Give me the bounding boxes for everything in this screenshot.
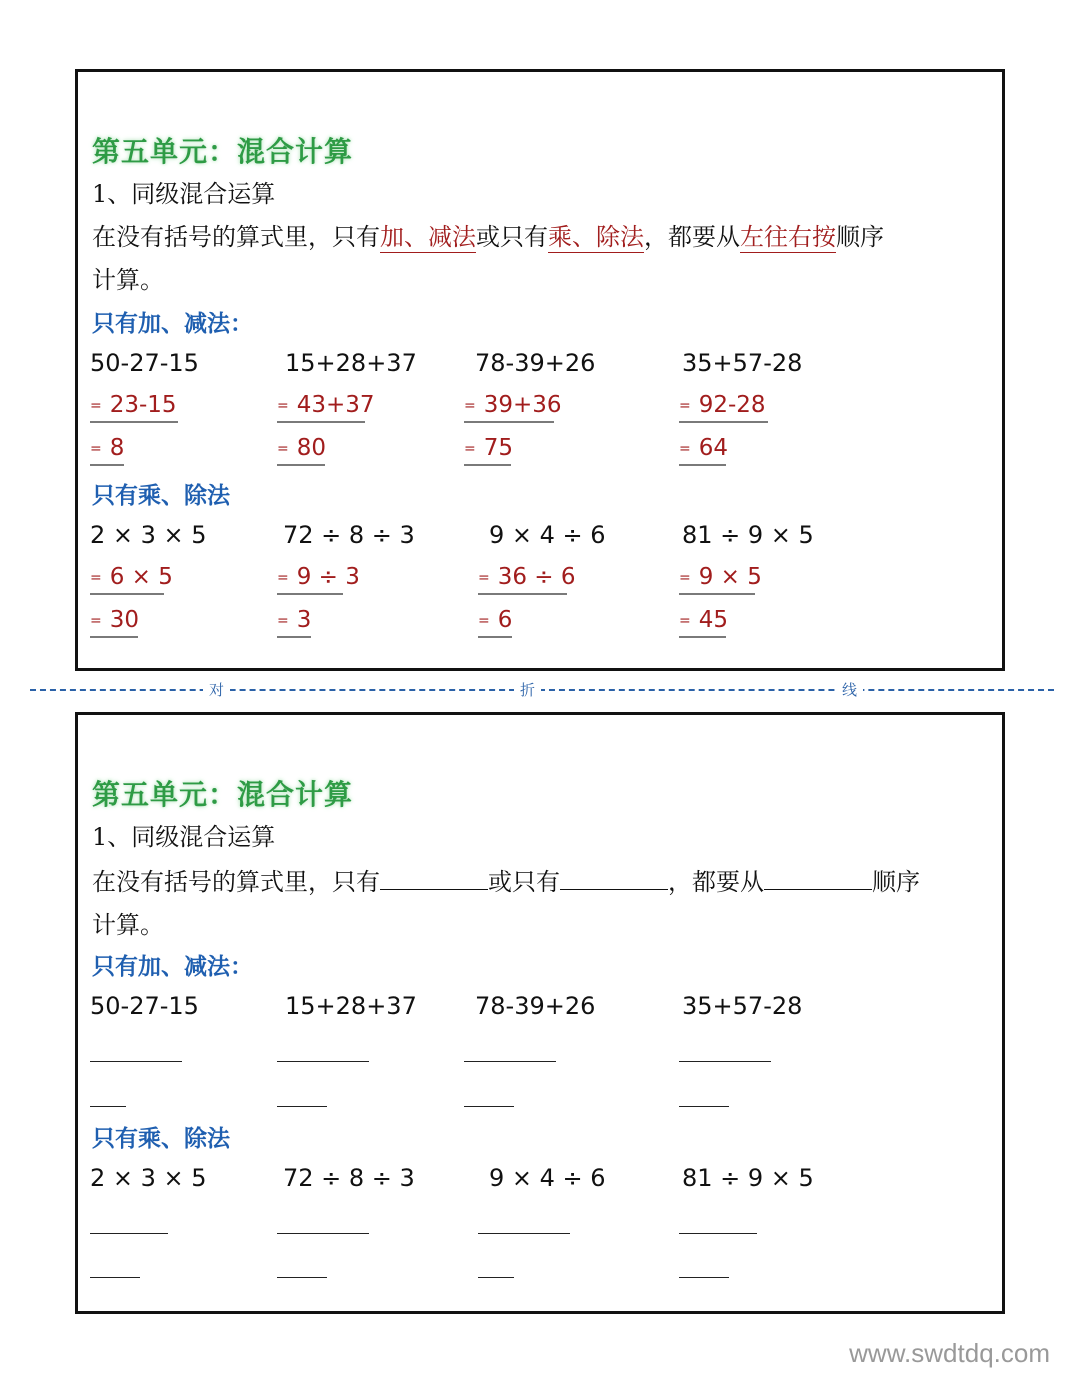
answer-line[interactable]: [90, 1233, 168, 1234]
section-mul-div: 只有乘、除法: [92, 482, 230, 509]
rule-blank-3[interactable]: [764, 859, 872, 890]
mul-step-2: = 9 ÷ 3: [277, 564, 343, 595]
answer-line[interactable]: [90, 1106, 126, 1107]
rule-mid-1: 或只有: [488, 868, 560, 896]
add-step-2: = 43+37: [277, 392, 365, 423]
fold-label-1: 对: [203, 679, 230, 700]
rule-blank-2[interactable]: [560, 859, 668, 890]
fold-line: [30, 689, 1054, 691]
section-add-sub: 只有加、减法：: [92, 953, 253, 980]
rule-blank-1[interactable]: [380, 859, 488, 890]
add-problem-4: 35+57-28: [682, 992, 803, 1020]
subtitle: 1、同级混合运算: [92, 180, 276, 208]
rule-mid-2: ，都要从: [644, 223, 740, 251]
add-step-1: = 23-15: [90, 392, 178, 423]
add-problem-3: 78-39+26: [475, 349, 596, 377]
rule-mid-2: ，都要从: [668, 868, 764, 896]
answer-line[interactable]: [90, 1061, 182, 1062]
subtitle: 1、同级混合运算: [92, 823, 276, 851]
mul-result-1: = 30: [90, 607, 138, 638]
answer-line[interactable]: [464, 1061, 556, 1062]
add-result-3: = 75: [464, 435, 511, 466]
add-result-1: = 8: [90, 435, 124, 466]
add-problem-4: 35+57-28: [682, 349, 803, 377]
rule-text: [92, 216, 992, 302]
mul-problem-1: 2 × 3 × 5: [90, 521, 207, 549]
answer-line[interactable]: [679, 1106, 729, 1107]
site-watermark: www.swdtdq.com: [849, 1338, 1050, 1368]
answer-line[interactable]: [679, 1061, 771, 1062]
answer-line[interactable]: [478, 1277, 514, 1278]
mul-problem-2: 72 ÷ 8 ÷ 3: [283, 521, 415, 549]
answer-line[interactable]: [679, 1233, 757, 1234]
mul-step-4: = 9 × 5: [679, 564, 755, 595]
fold-label-3: 线: [836, 679, 863, 700]
mul-problem-2: 72 ÷ 8 ÷ 3: [283, 1164, 415, 1192]
unit-title: 第五单元：混合计算: [92, 778, 354, 811]
rule-mid-1: 或只有: [476, 223, 548, 251]
mul-result-4: = 45: [679, 607, 726, 638]
add-problem-2: 15+28+37: [285, 992, 417, 1020]
add-result-2: = 80: [277, 435, 325, 466]
section-mul-div: 只有乘、除法: [92, 1125, 230, 1152]
fold-label-2: 折: [514, 679, 541, 700]
rule-suffix: 顺序: [836, 223, 884, 251]
rule-answer-2: 乘、除法: [548, 223, 644, 251]
answer-line[interactable]: [478, 1233, 570, 1234]
mul-problem-3: 9 × 4 ÷ 6: [489, 521, 606, 549]
rule-prefix: 在没有括号的算式里，只有: [92, 868, 380, 896]
mul-problem-3: 9 × 4 ÷ 6: [489, 1164, 606, 1192]
rule-answer-1: 加、减法: [380, 223, 476, 251]
add-problem-3: 78-39+26: [475, 992, 596, 1020]
section-add-sub: 只有加、减法：: [92, 310, 253, 337]
add-step-3: = 39+36: [464, 392, 554, 423]
rule-suffix: 顺序: [872, 868, 920, 896]
rule-prefix: 在没有括号的算式里，只有: [92, 223, 380, 251]
mul-step-3: = 36 ÷ 6: [478, 564, 567, 595]
add-problem-2: 15+28+37: [285, 349, 417, 377]
answer-line[interactable]: [277, 1106, 327, 1107]
add-problem-1: 50-27-15: [90, 992, 199, 1020]
mul-problem-4: 81 ÷ 9 × 5: [682, 521, 814, 549]
mul-step-1: = 6 × 5: [90, 564, 164, 595]
mul-problem-1: 2 × 3 × 5: [90, 1164, 207, 1192]
rule-line-2: 计算。: [92, 911, 164, 939]
rule-line-2: 计算。: [92, 266, 164, 294]
answer-line[interactable]: [277, 1061, 369, 1062]
answer-line[interactable]: [277, 1233, 369, 1234]
answer-line[interactable]: [464, 1106, 514, 1107]
unit-title: 第五单元：混合计算: [92, 135, 354, 168]
add-result-4: = 64: [679, 435, 726, 466]
add-step-4: = 92-28: [679, 392, 768, 423]
mul-problem-4: 81 ÷ 9 × 5: [682, 1164, 814, 1192]
mul-result-2: = 3: [277, 607, 311, 638]
mul-result-3: = 6: [478, 607, 512, 638]
answer-line[interactable]: [679, 1277, 729, 1278]
rule-answer-3: 左往右按: [740, 223, 836, 251]
add-problem-1: 50-27-15: [90, 349, 199, 377]
answer-line[interactable]: [277, 1277, 327, 1278]
rule-text: [92, 859, 992, 947]
answer-line[interactable]: [90, 1277, 140, 1278]
answer-card: [75, 69, 1005, 671]
practice-card: [75, 712, 1005, 1314]
